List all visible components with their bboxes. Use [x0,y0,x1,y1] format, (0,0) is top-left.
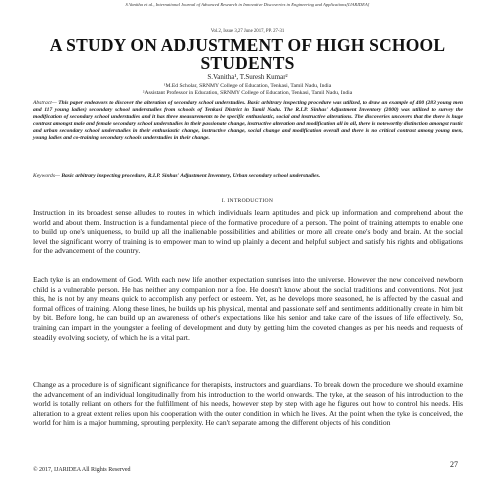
keywords [33,173,463,180]
abstract-text: This paper endeavors to discover the alteration of secondary school understudies. Basic arbitrary inspecting procedure was utilized, to draw an example of 400 (283 young men and 117 young ladies) secondary school understudies from schools of Tenkasi District in Tamil Nadu. The R.I.P. Sinhas' Adjustment Inventory (2000) was utilized to survey the modification of secondary school understudies and it has three measurements to be specific enthusiastic, social and instructive alterations. The discoveries uncovers that the there is huge contrast amongst male and female secondary school understudies in their passionate change, instructive alteration and modification all in all, there is noteworthy distinction amongst rustic and urban secondary school understudies in their enthusiastic change, instructive change, social change and modification overall and there is no critical contrast among young men, young ladies and co-training secondary schools understudies in their change. [33,100,463,142]
page-number: 27 [450,460,458,469]
running-head: S.Vanitha et al., International Journal of Advanced Research in Innovative Discoveries in Engineering and Applications[IJARIDEA] [125,2,370,7]
affiliation-2: ²Assistant Professor in Education, SRNMY College of Education, Tenkasi, Tamil Nadu, India [142,90,353,96]
paper-title: A STUDY ON ADJUSTMENT OF HIGH SCHOOL STUDENTS [49,35,446,73]
copyright-footer: © 2017, IJARIDEA All Rights Reserved [33,467,131,473]
abstract-label: Abstract— [33,100,57,106]
paragraph: Instruction in its broadest sense alludes to routes in which individuals learn aptitudes and pick up information and comprehend about the world and about them. Instruction is a fundamental piece of the formative procedure of a person. The point of training attempts to enable one to build up one's uniqueness, to build up all the inalienable possibilities and abilities or more all create one's body and brain. At the social level the significant worry of training is to empower man to wind up plainly a decent and helpful subject and satisfy his rights and obligations for the advancement of the country. [33,208,463,256]
keywords-label: Keywords— [33,173,60,179]
abstract [33,100,463,143]
volume-line: Vol.2, Issue 3,27 June 2017, PP. 27-31 [210,29,285,34]
paragraph: Each tyke is an endowment of God. With each new life another expectation sunrises into the universe. However the new conceived newborn child is a vulnerable person. He has neither any companion nor a foe. He doesn't know about the social traditions and conventions. Not just this, he is not by any means quick to accomplish any perfect or esteem. Yet, as he develops more seasoned, he is affected by the casual and formal offices of training. Along these lines, he builds up his physical, mental and passionate self and sentiments additionally create in him bit by bit. Before long, he can build up an awareness of other's expectations like his senior and take care of the issues of life effectively. So, training can impart in the youngster a feeling of development and duty by getting him the coveted changes as per his needs and requests of steadily evolving society, of which he is a vital part. [33,275,463,342]
authors: S.Vanitha¹, T.Suresh Kumar² [207,73,288,81]
section-heading: I. INTRODUCTION [221,198,274,204]
affiliation-1: ¹M.Ed Scholar, SRNMY College of Education, Tenkasi, Tamil Nadu, India [163,83,332,89]
paragraph: Change as a procedure is of significant significance for therapists, instructors and guardians. To break down the procedure we should examine the advancement of an individual longitudinally from his introduction to the world onwards. The tyke, at the season of his introduction to the world is totally reliant on others for the fulfillment of his needs, however step by step with age he figures out how to control his needs. His alteration to a great extent relies upon his cooperation with the outer condition in which he lives. At the point when the tyke is conceived, the world for him is a major humming, sprouting perplexity. He can't separate among the different objects of his condition [33,380,463,428]
affiliations [0,83,495,97]
keywords-text: Basic arbitrary inspecting procedure, R.I.P. Sinhas' Adjustment Inventory, Urban secondary school understudies. [61,173,321,179]
